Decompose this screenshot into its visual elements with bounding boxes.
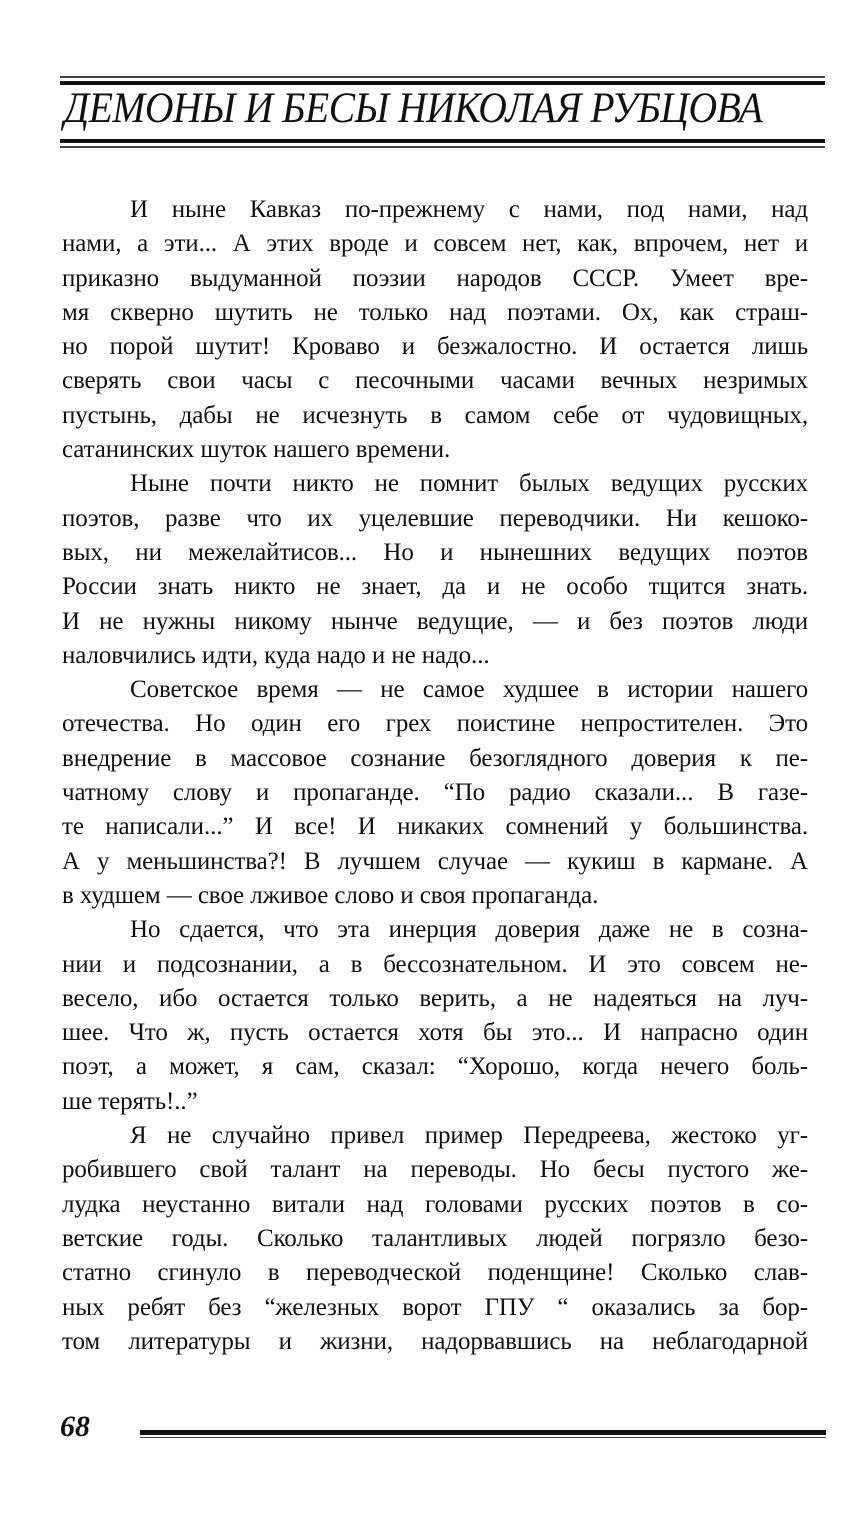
text-line: Ныне почти никто не помнит былых ведущих русских: [130, 470, 808, 498]
text-line: шее. Что ж, пусть остается хотя бы это... И напрасно один: [62, 1019, 808, 1047]
text-line: мя скверно шутить не только над поэтами. Ох, как страш-: [62, 298, 808, 326]
text-line: чатному слову и пропаганде. “По радио сказали... В газе-: [62, 779, 808, 807]
paragraph: [62, 467, 808, 673]
text-line: статно сгинуло в переводческой поденщине! Сколько слав-: [62, 1259, 808, 1287]
paragraph: [62, 673, 808, 913]
text-line: но порой шутит! Кроваво и безжалостно. И остается лишь: [62, 333, 808, 361]
text-line: сатанинских шуток нашего времени.: [62, 436, 451, 464]
text-line: ше терять!..”: [62, 1087, 198, 1115]
footer-rule: [140, 1430, 826, 1438]
header-rule-bottom: [60, 139, 825, 151]
text-line: приказно выдуманной поэзии народов СССР. Умеет вре-: [62, 264, 808, 292]
text-line: А у меньшинства?! В лучшем случае — кукиш в кармане. А: [62, 847, 808, 875]
text-line: Советское время — не самое худшее в истории нашего: [130, 676, 808, 704]
text-line: России знать никто не знает, да и не особо тщится знать.: [62, 573, 808, 601]
text-line: в худшем — свое лживое слово и своя пропаганда.: [62, 881, 599, 909]
text-line: ных ребят без “железных ворот ГПУ “ оказались за бор-: [62, 1293, 808, 1321]
text-line: И не нужны никому нынче ведущие, — и без поэтов люди: [62, 607, 808, 635]
text-line: отечества. Но один его грех поистине непростителен. Это: [62, 710, 808, 738]
text-line: нами, а эти... А этих вроде и совсем нет, как, впрочем, нет и: [62, 230, 808, 258]
paragraph: [62, 913, 808, 1119]
text-line: робившего свой талант на переводы. Но бесы пустого же-: [62, 1156, 808, 1184]
text-line: поэт, а может, я сам, сказал: “Хорошо, когда нечего боль-: [62, 1053, 808, 1081]
text-line: пустынь, дабы не исчезнуть в самом себе от чудовищных,: [62, 401, 808, 429]
text-line: поэтов, разве что их уцелевшие переводчики. Ни кешоко-: [62, 504, 808, 532]
paragraph: [62, 193, 808, 467]
text-line: внедрение в массовое сознание безоглядного доверия к пе-: [62, 744, 808, 772]
text-line: Я не случайно привел пример Передреева, жестоко уг-: [130, 1122, 808, 1150]
text-line: вых, ни межелайтисов... Но и нынешних ведущих поэтов: [62, 538, 808, 566]
text-line: сверять свои часы с песочными часами вечных незримых: [62, 367, 808, 395]
page-number: 68: [60, 1410, 90, 1443]
body-text: [62, 193, 808, 1359]
text-line: И ныне Кавказ по-прежнему с нами, под нами, над: [130, 196, 808, 223]
running-head-title: ДЕМОНЫ И БЕСЫ НИКОЛАЯ РУБЦОВА: [64, 85, 763, 132]
text-line: нии и подсознании, а в бессознательном. И это совсем не-: [62, 950, 808, 978]
text-line: те написали...” И все! И никаких сомнений у большинства.: [62, 813, 808, 841]
paragraph: [62, 1119, 808, 1359]
text-line: лудка неустанно витали над головами русских поэтов в со-: [62, 1190, 808, 1218]
text-line: весело, ибо остается только верить, а не надеяться на луч-: [62, 984, 808, 1012]
text-line: Но сдается, что эта инерция доверия даже не в созна-: [130, 916, 808, 944]
text-line: наловчились идти, куда надо и не надо...: [62, 641, 490, 669]
text-line: том литературы и жизни, надорвавшись на неблагодарной: [62, 1327, 808, 1355]
text-line: ветские годы. Сколько талантливых людей погрязло безо-: [62, 1224, 808, 1252]
